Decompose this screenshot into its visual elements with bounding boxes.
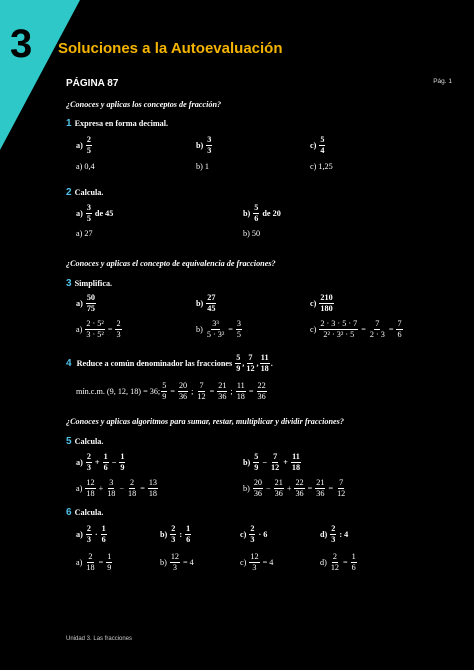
fraction (101, 525, 107, 544)
text: = (228, 325, 233, 335)
text: a) (76, 325, 83, 335)
fraction-denominator: 36 (178, 392, 188, 402)
fraction-denominator: 12 (271, 463, 280, 473)
ex1-item (76, 136, 93, 155)
ex3-answer (310, 320, 404, 339)
fraction (206, 136, 212, 155)
fraction-denominator: 12 (197, 392, 206, 402)
fraction-numerator: 5 (235, 354, 241, 364)
fraction (86, 525, 92, 544)
fraction-numerator: 2 (86, 453, 92, 463)
fraction-numerator: 1 (351, 553, 357, 563)
fraction-denominator: 3 (116, 330, 121, 340)
ex5-item-a (76, 453, 126, 472)
fraction (106, 553, 112, 572)
fraction-denominator: 18 (107, 489, 116, 499)
text: − (266, 484, 271, 494)
fraction-numerator: 22 (294, 479, 304, 489)
text: 4 (344, 530, 349, 540)
text: = (343, 558, 348, 568)
text: a) (76, 209, 83, 219)
text: de 45 (94, 209, 114, 219)
text: − (119, 484, 124, 494)
fraction (85, 553, 95, 572)
fraction (270, 453, 280, 472)
fraction (274, 479, 284, 498)
ex6-answer (320, 553, 358, 572)
fraction-numerator: 2 (332, 553, 338, 563)
text: · (258, 530, 262, 540)
ex6-answer (240, 553, 273, 572)
fraction-denominator: 6 (186, 535, 191, 545)
fraction (330, 553, 340, 572)
fraction (119, 453, 125, 472)
fraction-denominator: 12 (330, 563, 340, 573)
fraction-numerator: 7 (338, 479, 344, 489)
ex5-answer-a (76, 479, 159, 498)
text: + (286, 484, 292, 494)
text: · (94, 530, 98, 540)
text: a) (76, 299, 83, 309)
text: b) 50 (243, 229, 261, 238)
fraction (170, 553, 180, 572)
fraction (294, 479, 304, 498)
fraction-numerator: 2 (87, 553, 93, 563)
fraction-numerator: 7 (374, 320, 380, 330)
fraction-denominator: 9 (162, 392, 167, 402)
text: + (94, 458, 100, 468)
text: Reduce a común denominador las fracciones (76, 359, 233, 369)
fraction-denominator: 36 (253, 489, 263, 499)
text: b) (243, 458, 251, 468)
text: 4 (269, 558, 274, 568)
section-question-2: ¿Conoces y aplicas el concepto de equivalencia de fracciones? (66, 259, 276, 268)
ex1-item (310, 136, 326, 155)
fraction-denominator: 18 (291, 463, 301, 473)
fraction-denominator: 180 (320, 304, 333, 314)
fraction-denominator: 18 (86, 563, 95, 573)
fraction (315, 479, 325, 498)
ex3-item (310, 294, 335, 313)
fraction (86, 136, 92, 155)
ex3-answer (196, 320, 243, 339)
fraction (127, 479, 137, 498)
fraction (260, 354, 270, 373)
fraction (369, 320, 386, 339)
page-title: Soluciones a la Autoevaluación (58, 40, 283, 57)
fraction-numerator: 12 (170, 553, 180, 563)
ex6-answer (160, 553, 194, 572)
fraction (161, 382, 167, 401)
ex4-answer (76, 382, 268, 401)
fraction-denominator: 45 (207, 304, 216, 314)
fraction (85, 320, 104, 339)
fraction-denominator: 3 (172, 563, 177, 573)
ex2-item (243, 204, 283, 223)
page-heading: PÁGINA 87 (66, 78, 119, 89)
text: b) (196, 141, 204, 151)
text: ; (191, 387, 194, 397)
fraction-denominator: 12 (337, 489, 346, 499)
exercise-2-heading: 2 Calcula. (66, 187, 104, 198)
fraction (185, 525, 191, 544)
ex6-item (160, 525, 192, 544)
exercise-6-heading: 6 Calcula. (66, 507, 104, 518)
text: = (140, 484, 145, 494)
page-reference: Pág. 1 (433, 78, 452, 85)
fraction-denominator: 6 (351, 563, 356, 573)
text: a) 27 (76, 229, 93, 238)
text: b) (160, 530, 168, 540)
text: = (98, 558, 104, 568)
text: = (307, 484, 313, 494)
fraction (253, 453, 259, 472)
fraction (170, 525, 176, 544)
fraction (396, 320, 402, 339)
text: ; (230, 387, 233, 397)
text: = (209, 387, 215, 397)
fraction (196, 382, 206, 401)
text: = (328, 484, 334, 494)
fraction (86, 294, 96, 313)
text: : (339, 530, 343, 540)
fraction (291, 453, 301, 472)
fraction (115, 320, 121, 339)
fraction-denominator: 2² · 3² · 5 (323, 330, 355, 340)
text: a) (76, 530, 83, 540)
fraction-denominator: 5 (86, 214, 91, 224)
fraction-denominator: 5 (236, 330, 242, 340)
exercise-4-heading (66, 354, 273, 373)
fraction (103, 453, 109, 472)
fraction (336, 479, 346, 498)
fraction-denominator: 75 (86, 304, 96, 314)
text: b) (196, 325, 203, 335)
ex5-answer-b (243, 479, 347, 498)
fraction (249, 525, 255, 544)
fraction (106, 479, 116, 498)
fraction-numerator: 1 (101, 525, 107, 535)
fraction-denominator: 3 (331, 535, 336, 545)
fraction-numerator: 50 (86, 294, 96, 304)
fraction-numerator: 7 (396, 320, 402, 330)
text: : (179, 530, 183, 540)
fraction (85, 479, 95, 498)
text: , (242, 359, 245, 369)
fraction (319, 136, 325, 155)
fraction-denominator: 5 (86, 146, 91, 156)
text: c) (310, 299, 317, 309)
fraction (245, 354, 255, 373)
fraction-numerator: 21 (217, 382, 227, 392)
exercise-1-heading: 1 Expresa en forma decimal. (66, 118, 169, 129)
fraction-numerator: 12 (85, 479, 95, 489)
fraction (86, 204, 92, 223)
fraction-denominator: 36 (274, 489, 283, 499)
text: c) (310, 325, 317, 335)
text: + (283, 458, 288, 468)
fraction-denominator: 9 (254, 463, 259, 473)
text: = (170, 387, 175, 397)
fraction-denominator: 3 (86, 463, 91, 473)
fraction-numerator: 11 (236, 382, 246, 392)
fraction (217, 382, 227, 401)
text: c) 1,25 (310, 162, 333, 171)
ex1-answer (310, 162, 333, 171)
unit-number: 3 (10, 22, 33, 66)
fraction (253, 204, 259, 223)
fraction-denominator: 6 (397, 330, 402, 340)
text: a) (76, 484, 83, 494)
fraction (236, 320, 242, 339)
fraction-denominator: 18 (86, 489, 95, 499)
ex2-answer (76, 229, 93, 238)
fraction-numerator: 2 · 5² (85, 320, 104, 330)
fraction-numerator: 5 (253, 453, 259, 463)
fraction-denominator: 9 (107, 563, 112, 573)
fraction-numerator: 5 (161, 382, 167, 392)
fraction-denominator: 3 (171, 535, 176, 545)
fraction (206, 320, 225, 339)
text: . (270, 359, 273, 369)
fraction-numerator: 20 (178, 382, 188, 392)
fraction-denominator: 18 (148, 489, 157, 499)
text: b) (243, 209, 251, 219)
fraction-numerator: 7 (272, 453, 278, 463)
text: d) (320, 558, 327, 568)
fraction (148, 479, 158, 498)
exercise-3-heading: 3 Simplifica. (66, 278, 113, 289)
fraction-numerator: 2 (115, 320, 121, 330)
fraction-numerator: 2 (129, 479, 135, 489)
text: de 20 (262, 209, 281, 219)
fraction-numerator: 1 (119, 453, 125, 463)
fraction (235, 354, 241, 373)
fraction (319, 294, 333, 313)
text: a) (76, 458, 83, 468)
fraction-denominator: 3 (252, 563, 257, 573)
text: b) 1 (196, 162, 209, 171)
fraction-denominator: 18 (128, 489, 137, 499)
ex2-item (76, 204, 115, 223)
fraction-denominator: 9 (236, 364, 241, 374)
fraction-numerator: 13 (148, 479, 158, 489)
fraction-numerator: 22 (257, 382, 267, 392)
text: 6 (263, 530, 268, 540)
fraction-denominator: 6 (103, 463, 108, 473)
ex1-answer (76, 162, 95, 171)
text: − (262, 458, 268, 468)
fraction-numerator: 5 (253, 204, 259, 214)
fraction-denominator: 5 · 3² (206, 330, 225, 340)
fraction-denominator: 9 (120, 463, 125, 473)
exercise-5-heading: 5 Calcula. (66, 436, 104, 447)
ex1-answer (196, 162, 209, 171)
fraction-denominator: 12 (246, 364, 255, 374)
text: a) (76, 558, 83, 568)
section-question-3: ¿Conoces y aplicas algoritmos para sumar, restar, multiplicar y dividir fracciones? (66, 417, 344, 426)
fraction-numerator: 12 (249, 553, 259, 563)
fraction-numerator: 1 (185, 525, 191, 535)
fraction (330, 525, 336, 544)
fraction-numerator: 2 (249, 525, 255, 535)
fraction-numerator: 11 (291, 453, 301, 463)
fraction (351, 553, 357, 572)
fraction-denominator: 3 (86, 535, 91, 545)
text: a) 0,4 (76, 162, 95, 171)
fraction-denominator: 36 (218, 392, 227, 402)
fraction-denominator: 4 (320, 146, 325, 156)
fraction (86, 453, 92, 472)
fraction (236, 382, 246, 401)
ex3-item (196, 294, 217, 313)
fraction-denominator: 36 (257, 392, 266, 402)
fraction-numerator: 2 (86, 525, 92, 535)
text: mín.c.m. (9, 12, 18) = 36; (76, 387, 161, 397)
text: = (361, 325, 366, 335)
ex6-item (76, 525, 108, 544)
fraction (249, 553, 259, 572)
fraction (319, 320, 358, 339)
text: c) (310, 141, 317, 151)
ex5-item-b (243, 453, 302, 472)
text: = (248, 387, 254, 397)
text: = (183, 558, 188, 568)
text: c) (240, 530, 247, 540)
fraction (178, 382, 188, 401)
text: 4 (189, 558, 194, 568)
text: = (262, 558, 268, 568)
text: = (107, 325, 113, 335)
fraction-denominator: 18 (236, 392, 245, 402)
ex1-item (196, 136, 213, 155)
fraction-numerator: 21 (315, 479, 325, 489)
fraction-numerator: 2 (330, 525, 336, 535)
text: b) (160, 558, 167, 568)
ex6-item (240, 525, 267, 544)
fraction-numerator: 21 (274, 479, 284, 489)
fraction-numerator: 3 (86, 204, 92, 214)
fraction-numerator: 210 (319, 294, 333, 304)
fraction (257, 382, 267, 401)
ex3-answer (76, 320, 123, 339)
fraction-denominator: 6 (101, 535, 106, 545)
fraction-numerator: 20 (253, 479, 263, 489)
fraction-numerator: 1 (103, 453, 109, 463)
fraction-numerator: 7 (247, 354, 253, 364)
fraction-numerator: 27 (206, 294, 216, 304)
fraction-denominator: 6 (254, 214, 259, 224)
text: a) (76, 141, 83, 151)
ex6-item (320, 525, 348, 544)
fraction-numerator: 2 (170, 525, 176, 535)
fraction-denominator: 3 · 5² (86, 330, 104, 340)
fraction-numerator: 11 (260, 354, 270, 364)
section-question-1: ¿Conoces y aplicas los conceptos de fracción? (66, 100, 222, 109)
fraction-numerator: 1 (106, 553, 112, 563)
fraction-numerator: 5 (319, 136, 325, 146)
fraction-denominator: 3 (250, 535, 255, 545)
fraction-numerator: 3 (108, 479, 114, 489)
fraction-denominator: 2 · 3 (369, 330, 385, 340)
exercise-4-number: 4 (66, 358, 72, 370)
fraction-numerator: 2 (86, 136, 92, 146)
fraction-denominator: 36 (295, 489, 304, 499)
fraction-numerator: 7 (198, 382, 204, 392)
text: − (111, 458, 117, 468)
ex2-answer (243, 229, 260, 238)
text: , (256, 359, 259, 369)
fraction-denominator: 36 (316, 489, 325, 499)
fraction-numerator: 3 (206, 136, 212, 146)
fraction (206, 294, 216, 313)
text: = (388, 325, 394, 335)
fraction (253, 479, 263, 498)
text: b) (196, 299, 204, 309)
footer: Unidad 3. Las fracciones (66, 636, 133, 642)
fraction-numerator: 3³ (211, 320, 220, 330)
fraction-denominator: 18 (260, 364, 269, 374)
ex6-answer (76, 553, 113, 572)
ex3-item (76, 294, 97, 313)
text: c) (240, 558, 247, 568)
text: d) (320, 530, 328, 540)
fraction-numerator: 2 · 3 · 5 · 7 (319, 320, 358, 330)
text: b) (243, 484, 250, 494)
fraction-denominator: 3 (207, 146, 212, 156)
text: + (98, 484, 104, 494)
fraction-numerator: 3 (236, 320, 242, 330)
